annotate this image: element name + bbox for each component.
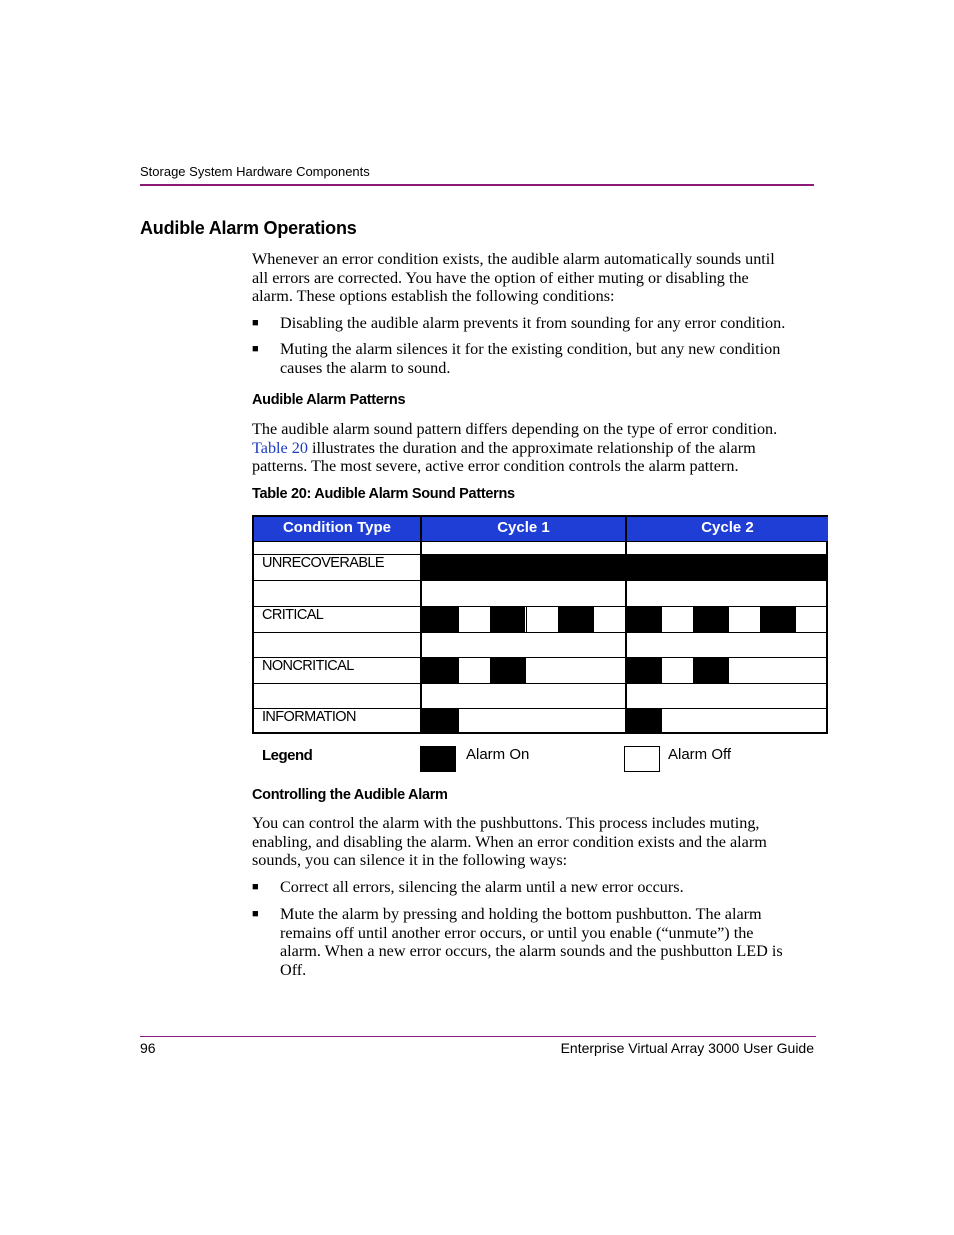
row-label-noncritical: NONCRITICAL — [262, 658, 354, 674]
header-condition-type: Condition Type — [254, 517, 420, 541]
bullet-icon: ■ — [252, 908, 259, 920]
bullet-line: Muting the alarm silences it for the existing condition, but any new condition — [280, 340, 781, 358]
row-divider — [254, 541, 826, 542]
alarm-on-block-noncritical — [490, 658, 525, 683]
cell-divider — [458, 607, 459, 632]
cell-divider — [458, 658, 459, 683]
alarm-off-swatch — [624, 746, 660, 772]
row-label-critical: CRITICAL — [262, 607, 324, 623]
cell-divider — [661, 658, 662, 683]
alarm-on-block-noncritical — [627, 658, 661, 683]
section-title: Audible Alarm Operations — [140, 218, 357, 238]
bullet-line: Disabling the audible alarm prevents it from sounding for any error condition. — [280, 314, 786, 332]
alarm-on-block-critical — [627, 607, 661, 632]
intro-paragraph — [252, 250, 817, 306]
legend-alarm-on-label: Alarm On — [466, 746, 530, 763]
bullet-line: causes the alarm to sound. — [280, 358, 451, 377]
alarm-on-block-critical — [490, 607, 525, 632]
cell-divider — [728, 607, 729, 632]
intro-line: alarm. These options establish the following conditions: — [252, 287, 615, 306]
row-divider — [254, 580, 826, 581]
alarm-on-block-noncritical — [693, 658, 728, 683]
bullet-icon: ■ — [252, 343, 259, 355]
cell-divider — [728, 658, 729, 683]
bullet-icon: ■ — [252, 881, 259, 893]
bullet-line: alarm. When a new error occurs, the alarm sounds and the pushbutton LED is — [280, 942, 783, 961]
patterns-line: The audible alarm sound pattern differs depending on the type of error condition. — [252, 420, 778, 438]
document-title: Enterprise Virtual Array 3000 User Guide — [560, 1040, 814, 1056]
bullet-line: Mute the alarm by pressing and holding the bottom pushbutton. The alarm — [280, 905, 762, 923]
alarm-pattern-table — [252, 515, 828, 734]
controlling-line: You can control the alarm with the pushbuttons. This process includes muting, — [252, 814, 760, 832]
bullet-line: Correct all errors, silencing the alarm until a new error occurs. — [280, 878, 684, 896]
controlling-line: enabling, and disabling the alarm. When an error condition exists and the alarm — [252, 832, 767, 851]
cell-divider — [593, 607, 594, 632]
list-item — [252, 340, 817, 380]
table-caption: Table 20: Audible Alarm Sound Patterns — [252, 486, 515, 502]
legend-title: Legend — [262, 747, 313, 764]
intro-line: Whenever an error condition exists, the audible alarm automatically sounds until — [252, 250, 775, 268]
alarm-on-block-critical — [760, 607, 795, 632]
list-item — [252, 878, 817, 898]
header-cycle-2: Cycle 2 — [627, 517, 828, 541]
legend-alarm-off-label: Alarm Off — [668, 746, 732, 763]
row-divider — [254, 632, 826, 633]
footer-rule — [140, 1036, 816, 1037]
intro-line: all errors are corrected. You have the option of either muting or disabling the — [252, 268, 749, 287]
cell-divider — [661, 607, 662, 632]
bullet-line: Off. — [280, 960, 307, 979]
cell-divider — [795, 607, 796, 632]
header-rule — [140, 184, 814, 186]
row-label-unrecoverable: UNRECOVERABLE — [262, 555, 384, 571]
cell-divider — [458, 709, 459, 732]
bullet-icon: ■ — [252, 317, 259, 329]
controlling-paragraph — [252, 814, 817, 870]
controlling-line: sounds, you can silence it in the following ways: — [252, 851, 568, 870]
alarm-on-block-unrecoverable — [422, 555, 826, 580]
alarm-on-swatch — [420, 746, 456, 772]
patterns-line: patterns. The most severe, active error condition controls the alarm pattern. — [252, 457, 739, 476]
page-number: 96 — [140, 1040, 156, 1056]
subsection-heading: Audible Alarm Patterns — [252, 392, 406, 408]
patterns-paragraph — [252, 420, 817, 476]
row-divider — [254, 606, 826, 607]
bullet-line: remains off until another error occurs, or until you enable (“unmute”) the — [280, 923, 754, 942]
header-cycle-1: Cycle 1 — [422, 517, 625, 541]
alarm-on-block-noncritical — [422, 658, 458, 683]
cell-divider — [526, 607, 527, 632]
row-divider — [254, 683, 826, 684]
alarm-on-block-information — [422, 709, 458, 732]
cell-divider — [525, 658, 526, 683]
cell-divider — [661, 709, 662, 732]
running-head: Storage System Hardware Components — [140, 164, 370, 179]
alarm-on-block-critical — [422, 607, 458, 632]
subsection-heading: Controlling the Audible Alarm — [252, 787, 448, 803]
table-20-link[interactable]: Table 20 — [252, 438, 308, 457]
list-item — [252, 905, 817, 981]
patterns-line: illustrates the duration and the approximate relationship of the alarm — [307, 438, 756, 457]
alarm-on-block-critical — [558, 607, 593, 632]
row-label-information: INFORMATION — [262, 709, 356, 725]
alarm-on-block-information — [627, 709, 661, 732]
list-item — [252, 314, 817, 334]
alarm-on-block-critical — [693, 607, 728, 632]
